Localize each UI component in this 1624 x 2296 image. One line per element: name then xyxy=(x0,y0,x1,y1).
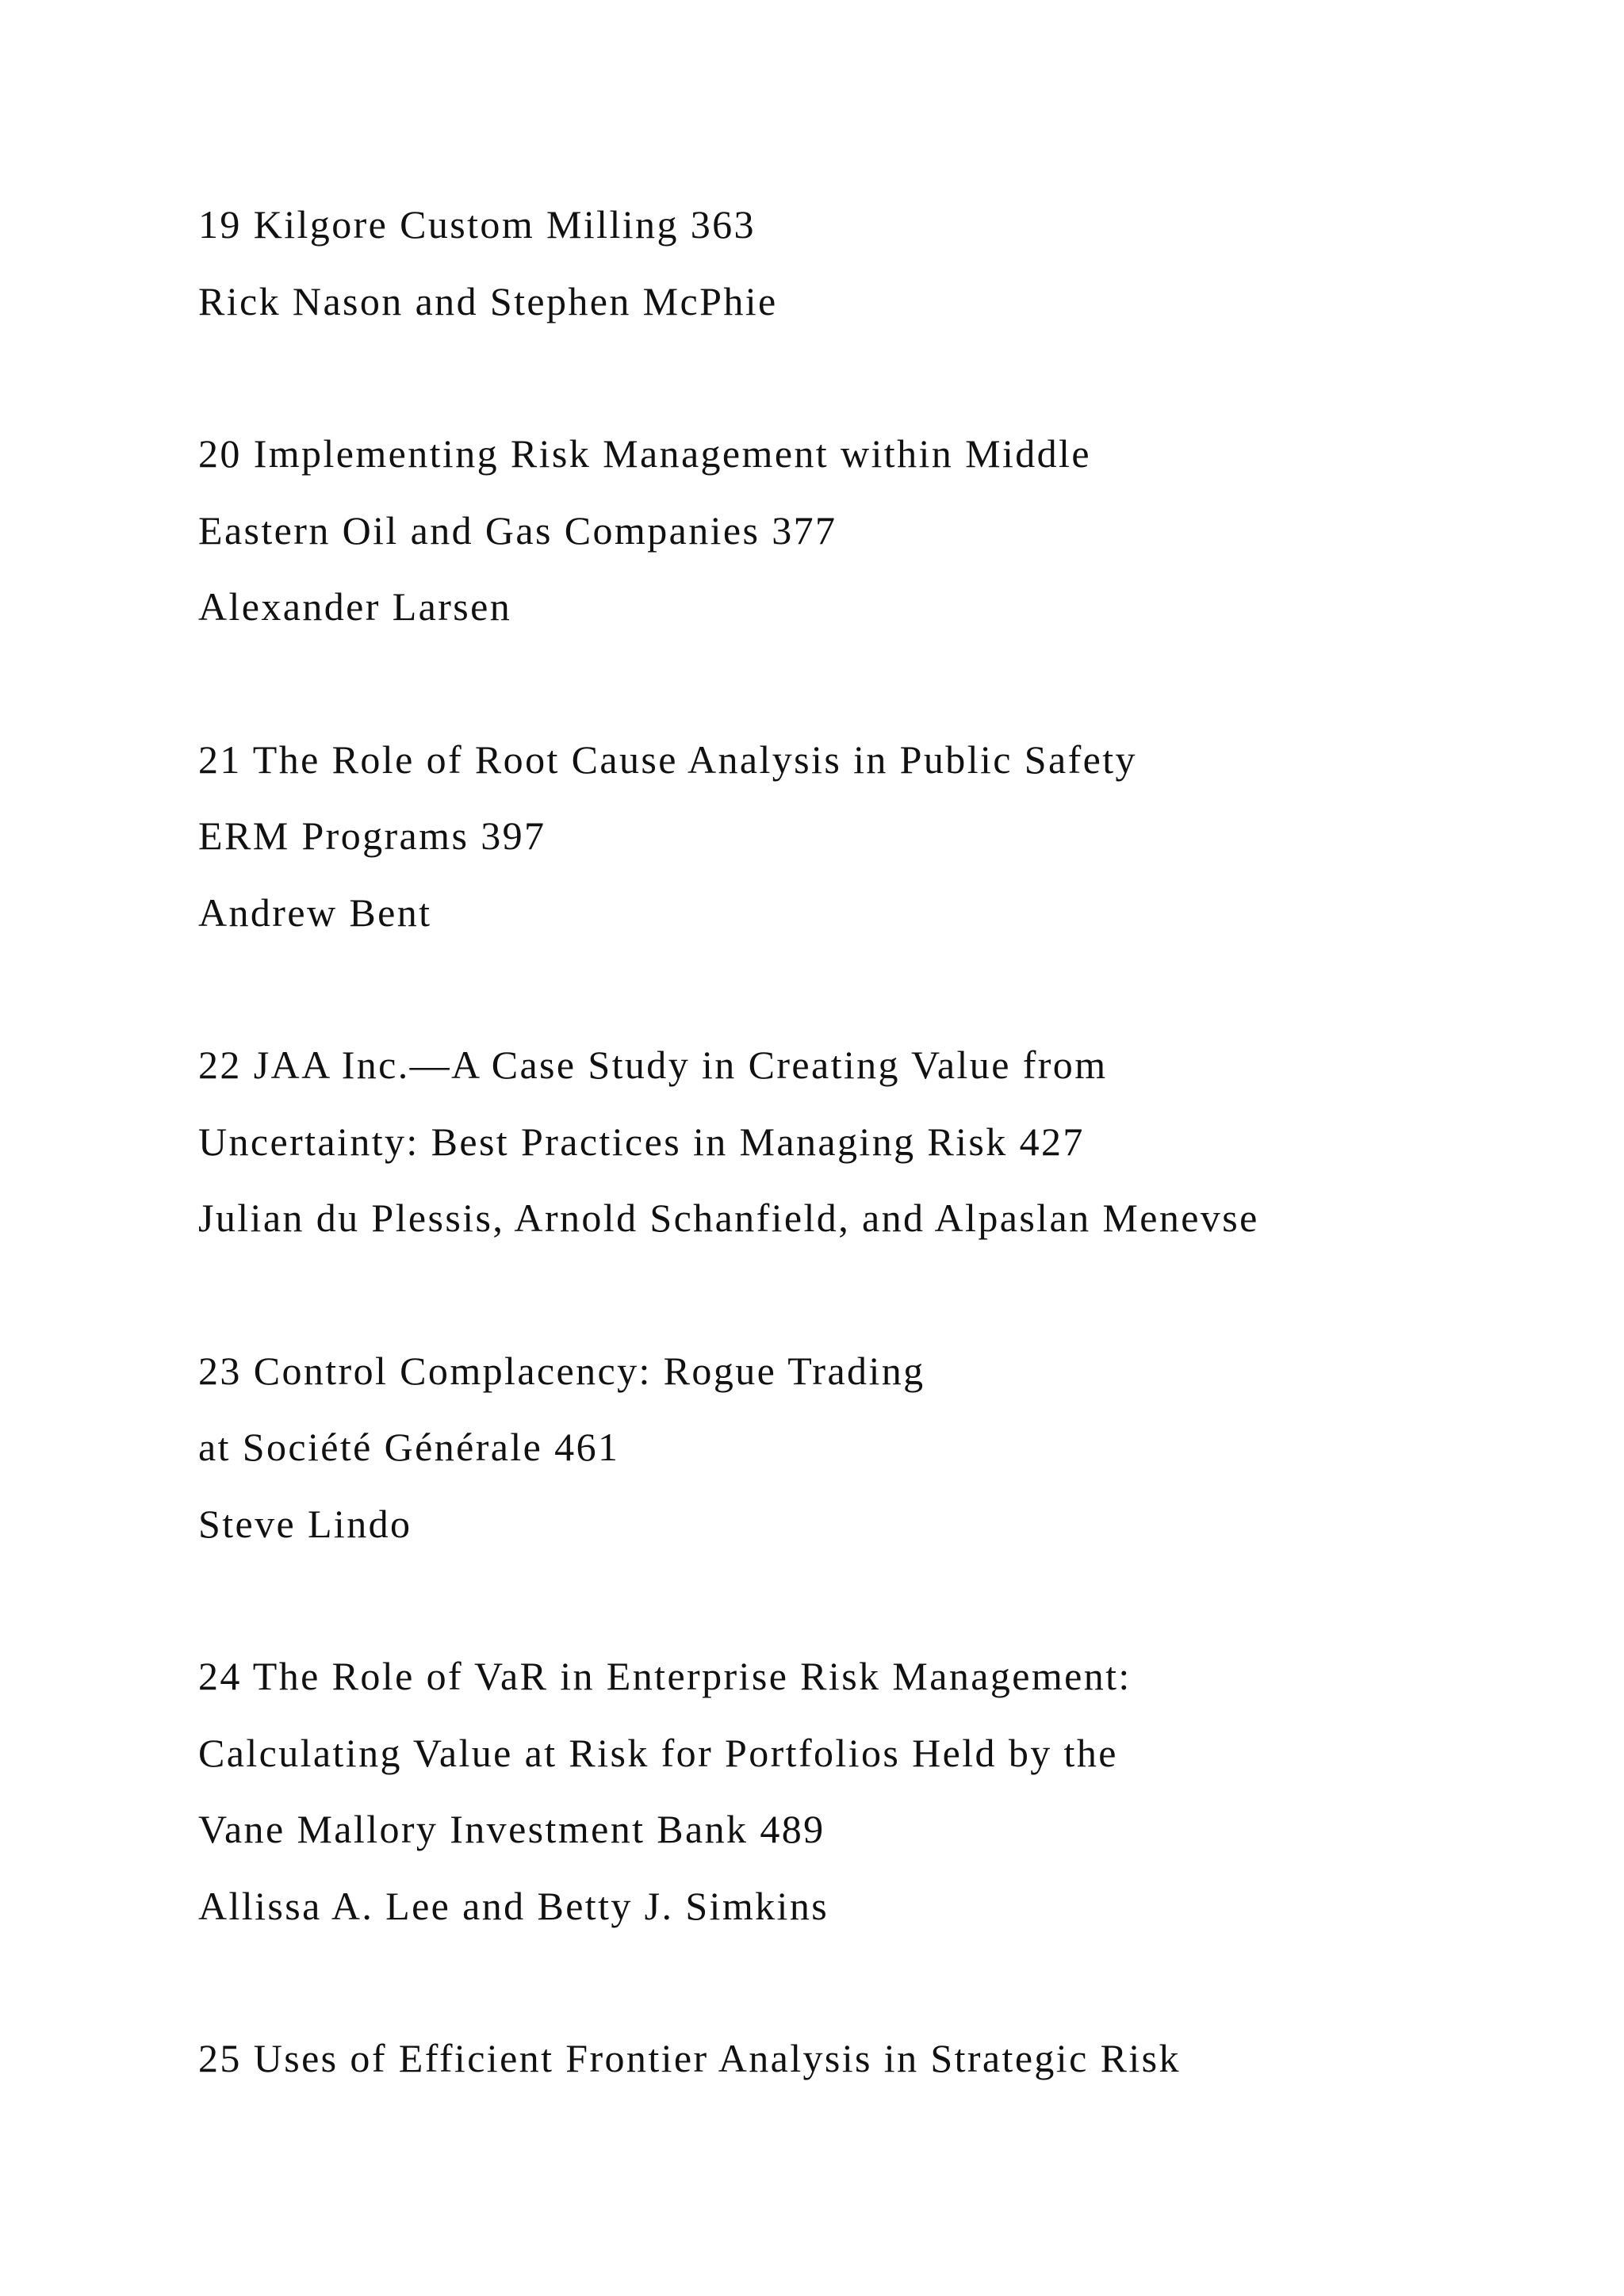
toc-entry-19 xyxy=(198,186,1586,339)
toc-entry-20 xyxy=(198,415,1586,645)
chapter-title-line: 23 Control Complacency: Rogue Trading xyxy=(198,1348,925,1393)
chapter-authors-line: Steve Lindo xyxy=(198,1501,412,1546)
toc-entry-24 xyxy=(198,1638,1586,1944)
chapter-title-line: 24 The Role of VaR in Enterprise Risk Management: xyxy=(198,1654,1132,1698)
chapter-title-line: ERM Programs 397 xyxy=(198,813,546,858)
toc-entry-21 xyxy=(198,721,1586,951)
toc-entry-22 xyxy=(198,1027,1586,1257)
chapter-title-line: Calculating Value at Risk for Portfolios Held by the xyxy=(198,1730,1118,1775)
chapter-authors-line: Alexander Larsen xyxy=(198,584,512,629)
chapter-title-line: 21 The Role of Root Cause Analysis in Public Safety xyxy=(198,737,1137,782)
chapter-title-line: 20 Implementing Risk Management within Middle xyxy=(198,431,1091,476)
chapter-title-line: at Société Générale 461 xyxy=(198,1425,620,1469)
chapter-title-line: Vane Mallory Investment Bank 489 xyxy=(198,1807,825,1851)
table-of-contents xyxy=(198,186,1586,2173)
toc-entry-25 xyxy=(198,2020,1586,2097)
chapter-title-line: Eastern Oil and Gas Companies 377 xyxy=(198,507,837,553)
chapter-title-line: 19 Kilgore Custom Milling 363 xyxy=(198,202,756,247)
chapter-title-line: 22 JAA Inc.—A Case Study in Creating Value from xyxy=(198,1043,1108,1087)
chapter-authors-line: Julian du Plessis, Arnold Schanfield, and Alpaslan Menevse xyxy=(198,1196,1259,1240)
toc-entry-23 xyxy=(198,1333,1586,1563)
chapter-title-line: 25 Uses of Efficient Frontier Analysis in Strategic Risk xyxy=(198,2036,1181,2080)
chapter-authors-line: Rick Nason and Stephen McPhie xyxy=(198,278,778,323)
chapter-title-line: Uncertainty: Best Practices in Managing Risk 427 xyxy=(198,1119,1085,1164)
chapter-authors-line: Allissa A. Lee and Betty J. Simkins xyxy=(198,1883,829,1928)
chapter-authors-line: Andrew Bent xyxy=(198,890,432,935)
